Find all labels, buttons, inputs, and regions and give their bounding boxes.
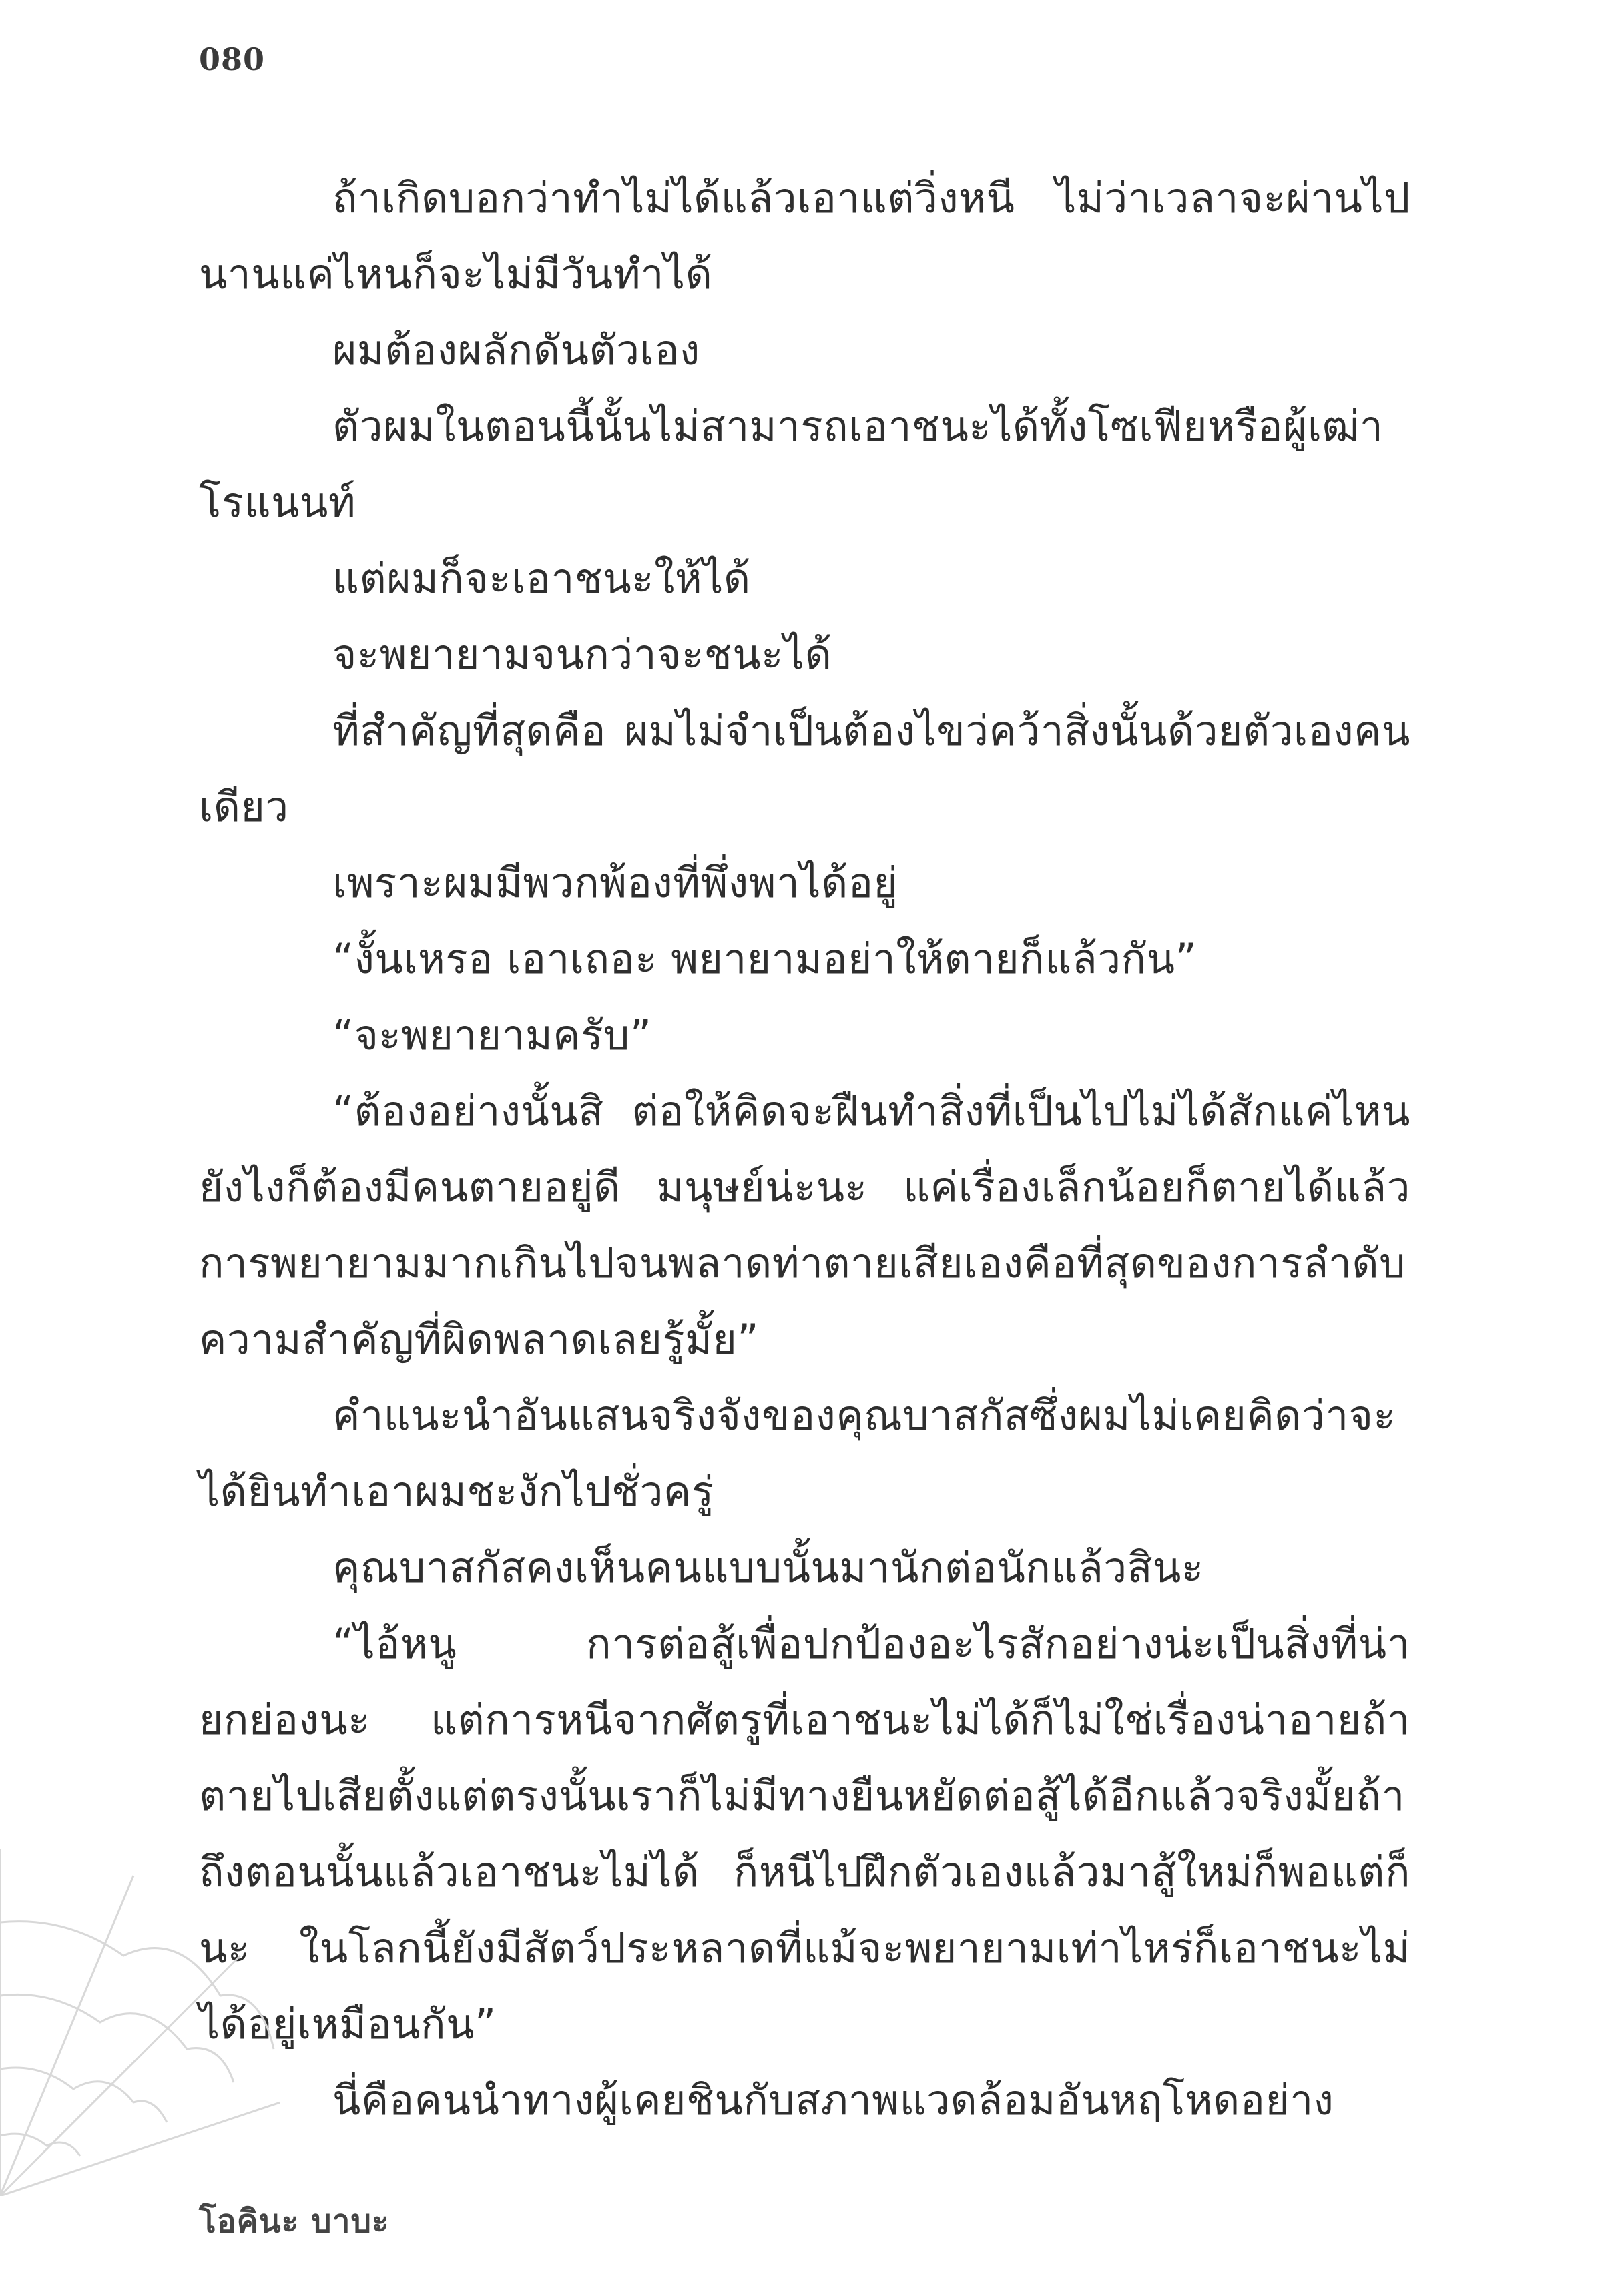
paragraph: “ต้องอย่างนั้นสิ ต่อให้คิดจะฝืนทำสิ่งที่เป็นไปไม่ได้สักแค่ไหนยังไงก็ต้องมีคนตายอยู่ดี มนุษย์น่ะนะ แค่เรื่องเล็กน้อยก็ตายได้แล้วการพยายามมากเกินไปจนพลาดท่าตายเสียเองคือที่สุดของการลำดับความสำคัญที่ผิดพลาดเลยรู้มั้ย” xyxy=(199,1087,1410,1364)
paragraph: “งั้นเหรอ เอาเถอะ พยายามอย่าให้ตายก็แล้วกัน” xyxy=(332,934,1197,983)
page-number: 080 xyxy=(199,41,266,77)
paragraph: คุณบาสกัสคงเห็นคนแบบนั้นมานักต่อนักแล้วสินะ xyxy=(332,1543,1204,1592)
body-text xyxy=(199,160,1410,2138)
paragraph: นี่คือคนนำทางผู้เคยชินกับสภาพแวดล้อมอันหฤโหดอย่าง xyxy=(332,2076,1334,2124)
paragraph: “ไอ้หนู การต่อสู้เพื่อปกป้องอะไรสักอย่างน่ะเป็นสิ่งที่น่ายกย่องนะ แต่การหนีจากศัตรูที่เอาชนะไม่ได้ก็ไม่ใช่เรื่องน่าอายถ้าตายไปเสียตั้งแต่ตรงนั้นเราก็ไม่มีทางยืนหยัดต่อสู้ได้อีกแล้วจริงมั้ยถ้าถึงตอนนั้นแล้วเอาชนะไม่ได้ ก็หนีไปฝึกตัวเองแล้วมาสู้ใหม่ก็พอแต่ก็นะ ในโลกนี้ยังมีสัตว์ประหลาดที่แม้จะพยายามเท่าไหร่ก็เอาชนะไม่ได้อยู่เหมือนกัน” xyxy=(199,1619,1410,2048)
paragraph: คำแนะนำอันแสนจริงจังของคุณบาสกัสซึ่งผมไม่เคยคิดว่าจะได้ยินทำเอาผมชะงักไปชั่วครู่ xyxy=(199,1391,1396,1516)
paragraph: ตัวผมในตอนนี้นั้นไม่สามารถเอาชนะได้ทั้งโซเฟียหรือผู้เฒ่าโรแนนท์ xyxy=(199,402,1384,527)
paragraph: ถ้าเกิดบอกว่าทำไม่ได้แล้วเอาแต่วิ่งหนี ไม่ว่าเวลาจะผ่านไปนานแค่ไหนก็จะไม่มีวันทำได้ xyxy=(199,174,1410,298)
paragraph: ผมต้องผลักดันตัวเอง xyxy=(332,326,700,374)
paragraph: ที่สำคัญที่สุดคือ ผมไม่จำเป็นต้องไขว่คว้าสิ่งนั้นด้วยตัวเองคนเดียว xyxy=(199,706,1410,831)
paragraph: “จะพยายามครับ” xyxy=(332,1011,652,1059)
paragraph: แต่ผมก็จะเอาชนะให้ได้ xyxy=(332,554,751,603)
footer-book-title: โอคินะ บาบะ xyxy=(199,2203,390,2240)
spider-web-decoration xyxy=(0,1849,280,2196)
paragraph: จะพยายามจนกว่าจะชนะได้ xyxy=(332,630,832,679)
paragraph: เพราะผมมีพวกพ้องที่พึ่งพาได้อยู่ xyxy=(332,858,898,907)
